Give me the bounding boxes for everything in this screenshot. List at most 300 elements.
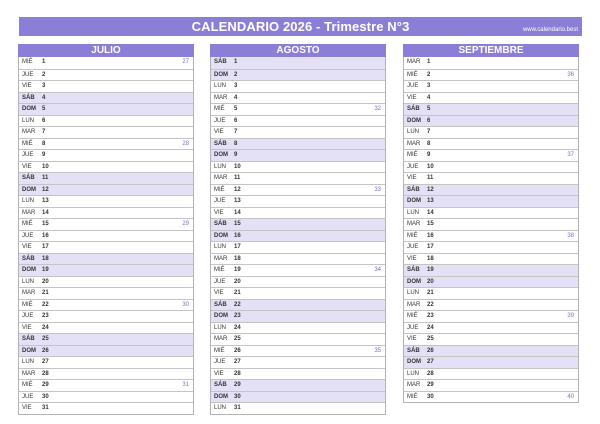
day-of-week: LUN: [214, 83, 227, 89]
day-row: [211, 333, 385, 345]
day-number: 1: [234, 59, 238, 65]
day-row: [19, 299, 193, 311]
day-number: 23: [234, 313, 241, 319]
day-of-week: DOM: [214, 393, 228, 400]
day-row: [211, 322, 385, 334]
day-of-week: DOM: [214, 152, 228, 158]
day-row: [211, 368, 385, 380]
day-number: 14: [427, 209, 434, 216]
day-row: [211, 402, 385, 414]
day-row: [211, 218, 385, 230]
day-of-week: DOM: [407, 278, 421, 285]
day-row: [211, 253, 385, 265]
day-number: 26: [42, 347, 49, 354]
day-number: 10: [427, 163, 434, 170]
day-number: 24: [42, 324, 49, 331]
day-number: 12: [427, 186, 434, 193]
day-number: 12: [42, 186, 49, 193]
day-of-week: MAR: [22, 370, 36, 377]
day-row: [404, 207, 578, 219]
day-row: [19, 333, 193, 345]
day-row: [404, 80, 578, 92]
day-row: [211, 115, 385, 127]
day-number: 6: [42, 117, 46, 124]
day-number: 25: [42, 336, 49, 342]
day-of-week: VIE: [407, 336, 417, 342]
day-of-week: JUE: [214, 359, 226, 365]
day-number: 5: [427, 106, 431, 112]
day-row: [404, 368, 578, 380]
day-of-week: MIÉ: [214, 106, 225, 112]
month-july: [18, 44, 194, 415]
day-number: 30: [234, 393, 241, 400]
day-row: [404, 184, 578, 196]
day-of-week: JUE: [407, 163, 419, 170]
day-row: [404, 126, 578, 138]
day-number: 11: [234, 175, 241, 181]
day-row: [19, 69, 193, 81]
day-of-week: LUN: [407, 290, 420, 296]
day-of-week: VIE: [214, 129, 224, 135]
day-number: 30: [427, 393, 434, 400]
week-number: 32: [374, 106, 381, 112]
day-row: [404, 322, 578, 334]
day-of-week: MIÉ: [214, 186, 225, 193]
day-row: [404, 345, 578, 357]
day-row: [211, 149, 385, 161]
day-row: [19, 345, 193, 357]
day-of-week: VIE: [407, 255, 417, 262]
day-number: 21: [427, 290, 434, 296]
day-row: [19, 310, 193, 322]
day-number: 26: [427, 347, 434, 354]
day-number: 8: [427, 140, 431, 147]
day-of-week: MAR: [22, 209, 36, 216]
day-row: [19, 391, 193, 403]
day-number: 4: [234, 94, 238, 101]
day-of-week: MIÉ: [22, 382, 33, 388]
day-number: 15: [42, 221, 49, 227]
day-number: 3: [234, 83, 238, 89]
day-row: [211, 138, 385, 150]
day-of-week: MIÉ: [22, 221, 33, 227]
day-row: [404, 264, 578, 276]
day-of-week: DOM: [214, 71, 228, 78]
day-of-week: VIE: [22, 244, 32, 250]
day-of-week: SÁB: [407, 106, 420, 112]
day-row: [404, 115, 578, 127]
day-number: 7: [427, 129, 431, 135]
day-row: [19, 253, 193, 265]
day-row: [19, 103, 193, 115]
day-of-week: VIE: [214, 209, 224, 216]
day-of-week: LUN: [22, 198, 35, 204]
week-number: 30: [182, 301, 189, 308]
day-row: [19, 138, 193, 150]
day-number: 17: [42, 244, 49, 250]
day-of-week: MAR: [214, 336, 228, 342]
day-number: 25: [234, 336, 241, 342]
day-of-week: DOM: [22, 267, 36, 273]
day-number: 20: [42, 278, 49, 285]
week-number: 27: [182, 59, 189, 65]
day-row: [211, 230, 385, 242]
day-of-week: DOM: [407, 198, 421, 204]
day-row: [211, 310, 385, 322]
day-of-week: MIÉ: [214, 267, 225, 273]
day-of-week: MAR: [214, 94, 228, 101]
day-of-week: SÁB: [407, 267, 420, 273]
day-row: [19, 276, 193, 288]
day-of-week: SÁB: [407, 347, 420, 354]
day-of-week: LUN: [22, 359, 35, 365]
day-list: [403, 57, 579, 403]
day-number: 11: [42, 175, 49, 181]
day-of-week: LUN: [407, 209, 420, 216]
month-name: SEPTIEMBRE: [403, 44, 579, 57]
day-row: [211, 379, 385, 391]
week-number: 31: [182, 382, 189, 388]
day-of-week: MAR: [22, 129, 36, 135]
day-number: 4: [42, 94, 46, 101]
day-of-week: MIÉ: [407, 232, 418, 239]
week-number: 34: [374, 267, 381, 273]
week-number: 40: [567, 393, 574, 400]
day-number: 28: [427, 370, 434, 377]
day-row: [211, 92, 385, 104]
day-row: [19, 80, 193, 92]
month-name: AGOSTO: [210, 44, 386, 57]
day-row: [211, 184, 385, 196]
day-number: 2: [42, 71, 46, 78]
day-number: 18: [42, 255, 49, 262]
day-row: [211, 241, 385, 253]
day-of-week: LUN: [214, 405, 227, 411]
title-bar: [19, 17, 582, 36]
day-number: 22: [42, 301, 49, 308]
day-number: 9: [427, 152, 431, 158]
day-of-week: VIE: [407, 94, 417, 101]
day-row: [19, 207, 193, 219]
day-row: [211, 126, 385, 138]
day-row: [404, 310, 578, 322]
day-of-week: MAR: [407, 140, 421, 147]
site-url: www.calendario.best: [522, 27, 578, 33]
day-row: [19, 115, 193, 127]
day-of-week: LUN: [214, 244, 227, 250]
day-of-week: VIE: [22, 405, 32, 411]
day-number: 23: [427, 313, 434, 319]
day-number: 14: [234, 209, 241, 216]
day-number: 1: [42, 59, 46, 65]
week-number: 39: [567, 313, 574, 319]
day-of-week: MAR: [214, 175, 228, 181]
day-number: 19: [42, 267, 49, 273]
day-row: [211, 391, 385, 403]
day-list: [210, 57, 386, 415]
day-number: 9: [42, 152, 46, 158]
day-of-week: DOM: [407, 117, 421, 124]
day-of-week: LUN: [407, 129, 420, 135]
day-of-week: VIE: [22, 83, 32, 89]
day-number: 2: [427, 71, 431, 78]
day-number: 15: [427, 221, 434, 227]
day-of-week: LUN: [22, 117, 35, 124]
day-row: [211, 69, 385, 81]
day-of-week: MAR: [407, 59, 421, 65]
day-of-week: LUN: [407, 370, 420, 377]
day-of-week: DOM: [214, 232, 228, 239]
day-number: 26: [234, 347, 241, 354]
day-of-week: SÁB: [214, 382, 227, 388]
day-number: 18: [427, 255, 434, 262]
day-row: [211, 80, 385, 92]
day-of-week: VIE: [214, 290, 224, 296]
day-row: [404, 299, 578, 311]
day-number: 13: [42, 198, 49, 204]
day-of-week: MAR: [407, 301, 421, 308]
week-number: 37: [567, 152, 574, 158]
page-title: CALENDARIO 2026 - Trimestre N°3: [191, 19, 410, 34]
day-number: 18: [234, 255, 241, 262]
day-number: 29: [427, 382, 434, 388]
day-row: [19, 402, 193, 414]
month-name: JULIO: [18, 44, 194, 57]
day-row: [404, 195, 578, 207]
day-number: 24: [427, 324, 434, 331]
day-of-week: JUE: [22, 393, 34, 400]
day-number: 16: [234, 232, 241, 239]
day-number: 31: [234, 405, 241, 411]
day-number: 8: [234, 140, 238, 147]
day-number: 28: [234, 370, 241, 377]
day-row: [404, 103, 578, 115]
week-number: 36: [567, 71, 574, 78]
day-of-week: JUE: [214, 278, 226, 285]
day-row: [404, 218, 578, 230]
day-number: 28: [42, 370, 49, 377]
day-number: 6: [234, 117, 238, 124]
day-number: 12: [234, 186, 241, 193]
day-number: 3: [42, 83, 46, 89]
day-row: [404, 230, 578, 242]
day-row: [404, 356, 578, 368]
day-of-week: MIÉ: [407, 71, 418, 78]
day-row: [404, 69, 578, 81]
day-row: [19, 92, 193, 104]
day-of-week: SÁB: [22, 336, 35, 342]
day-number: 30: [42, 393, 49, 400]
day-number: 21: [42, 290, 49, 296]
day-of-week: SÁB: [214, 140, 227, 147]
day-row: [19, 264, 193, 276]
day-number: 14: [42, 209, 49, 216]
day-of-week: SÁB: [22, 175, 35, 181]
day-of-week: MIÉ: [407, 393, 418, 400]
day-of-week: JUE: [22, 152, 34, 158]
day-number: 21: [234, 290, 241, 296]
day-number: 29: [234, 382, 241, 388]
day-number: 4: [427, 94, 431, 101]
day-of-week: JUE: [214, 117, 226, 124]
day-number: 20: [234, 278, 241, 285]
day-of-week: JUE: [22, 313, 34, 319]
day-row: [19, 218, 193, 230]
day-number: 19: [427, 267, 434, 273]
month-september: [403, 44, 579, 403]
day-row: [19, 368, 193, 380]
week-number: 28: [182, 140, 189, 147]
day-of-week: LUN: [214, 163, 227, 170]
day-row: [211, 276, 385, 288]
day-number: 10: [42, 163, 49, 170]
day-of-week: SÁB: [22, 255, 35, 262]
day-row: [404, 241, 578, 253]
day-row: [19, 379, 193, 391]
day-number: 8: [42, 140, 46, 147]
day-row: [19, 172, 193, 184]
day-list: [18, 57, 194, 415]
day-row: [19, 356, 193, 368]
day-row: [19, 126, 193, 138]
day-of-week: MIÉ: [22, 301, 33, 308]
day-row: [211, 264, 385, 276]
day-number: 7: [42, 129, 46, 135]
day-of-week: MAR: [407, 382, 421, 388]
day-row: [211, 287, 385, 299]
day-of-week: LUN: [214, 324, 227, 331]
day-row: [404, 391, 578, 403]
day-row: [211, 345, 385, 357]
day-of-week: JUE: [22, 71, 34, 78]
day-row: [404, 172, 578, 184]
day-of-week: SÁB: [214, 59, 227, 65]
day-row: [211, 207, 385, 219]
day-row: [19, 149, 193, 161]
day-row: [404, 138, 578, 150]
day-of-week: JUE: [214, 198, 226, 204]
day-of-week: JUE: [407, 244, 419, 250]
day-row: [404, 276, 578, 288]
week-number: 35: [374, 347, 381, 354]
day-number: 16: [42, 232, 49, 239]
day-of-week: VIE: [214, 370, 224, 377]
day-of-week: MAR: [22, 290, 36, 296]
day-row: [19, 230, 193, 242]
week-number: 38: [567, 232, 574, 239]
day-of-week: VIE: [22, 163, 32, 170]
day-row: [19, 161, 193, 173]
day-number: 22: [427, 301, 434, 308]
day-number: 27: [234, 359, 241, 365]
day-row: [19, 322, 193, 334]
day-number: 29: [42, 382, 49, 388]
day-of-week: SÁB: [214, 301, 227, 308]
week-number: 29: [182, 221, 189, 227]
day-of-week: DOM: [22, 347, 36, 354]
day-of-week: LUN: [22, 278, 35, 285]
day-of-week: DOM: [407, 359, 421, 365]
day-number: 16: [427, 232, 434, 239]
day-of-week: JUE: [22, 232, 34, 239]
day-of-week: VIE: [22, 324, 32, 331]
day-row: [211, 299, 385, 311]
day-of-week: MIÉ: [214, 347, 225, 354]
day-number: 1: [427, 59, 431, 65]
day-row: [211, 103, 385, 115]
day-row: [404, 333, 578, 345]
day-row: [404, 57, 578, 69]
day-number: 31: [42, 405, 49, 411]
day-number: 27: [427, 359, 434, 365]
day-number: 13: [427, 198, 434, 204]
day-of-week: JUE: [407, 324, 419, 331]
day-row: [404, 287, 578, 299]
day-number: 19: [234, 267, 241, 273]
day-row: [211, 57, 385, 69]
day-row: [404, 92, 578, 104]
day-of-week: MIÉ: [407, 313, 418, 319]
day-row: [211, 172, 385, 184]
day-row: [211, 356, 385, 368]
day-number: 24: [234, 324, 241, 331]
week-number: 33: [374, 186, 381, 193]
day-number: 11: [427, 175, 434, 181]
day-row: [404, 149, 578, 161]
day-number: 17: [427, 244, 434, 250]
day-of-week: MAR: [214, 255, 228, 262]
day-number: 15: [234, 221, 241, 227]
day-of-week: SÁB: [407, 186, 420, 193]
day-number: 6: [427, 117, 431, 124]
day-number: 27: [42, 359, 49, 365]
day-row: [19, 57, 193, 69]
day-row: [404, 379, 578, 391]
day-of-week: VIE: [407, 175, 417, 181]
day-row: [19, 287, 193, 299]
month-august: [210, 44, 386, 415]
day-of-week: SÁB: [22, 94, 35, 101]
day-number: 5: [42, 106, 46, 112]
day-number: 23: [42, 313, 49, 319]
day-row: [404, 161, 578, 173]
day-of-week: DOM: [214, 313, 228, 319]
day-row: [211, 161, 385, 173]
day-number: 7: [234, 129, 238, 135]
day-of-week: DOM: [22, 186, 36, 193]
day-number: 13: [234, 198, 241, 204]
day-of-week: MIÉ: [22, 140, 33, 147]
day-of-week: MIÉ: [22, 59, 33, 65]
day-number: 5: [234, 106, 238, 112]
day-number: 10: [234, 163, 241, 170]
day-number: 2: [234, 71, 238, 78]
day-number: 20: [427, 278, 434, 285]
day-number: 17: [234, 244, 241, 250]
day-row: [211, 195, 385, 207]
day-row: [404, 253, 578, 265]
day-of-week: SÁB: [214, 221, 227, 227]
day-number: 9: [234, 152, 238, 158]
day-number: 3: [427, 83, 431, 89]
day-number: 25: [427, 336, 434, 342]
day-of-week: MIÉ: [407, 152, 418, 158]
day-row: [19, 184, 193, 196]
day-number: 22: [234, 301, 241, 308]
day-of-week: JUE: [407, 83, 419, 89]
day-of-week: MAR: [407, 221, 421, 227]
day-row: [19, 195, 193, 207]
